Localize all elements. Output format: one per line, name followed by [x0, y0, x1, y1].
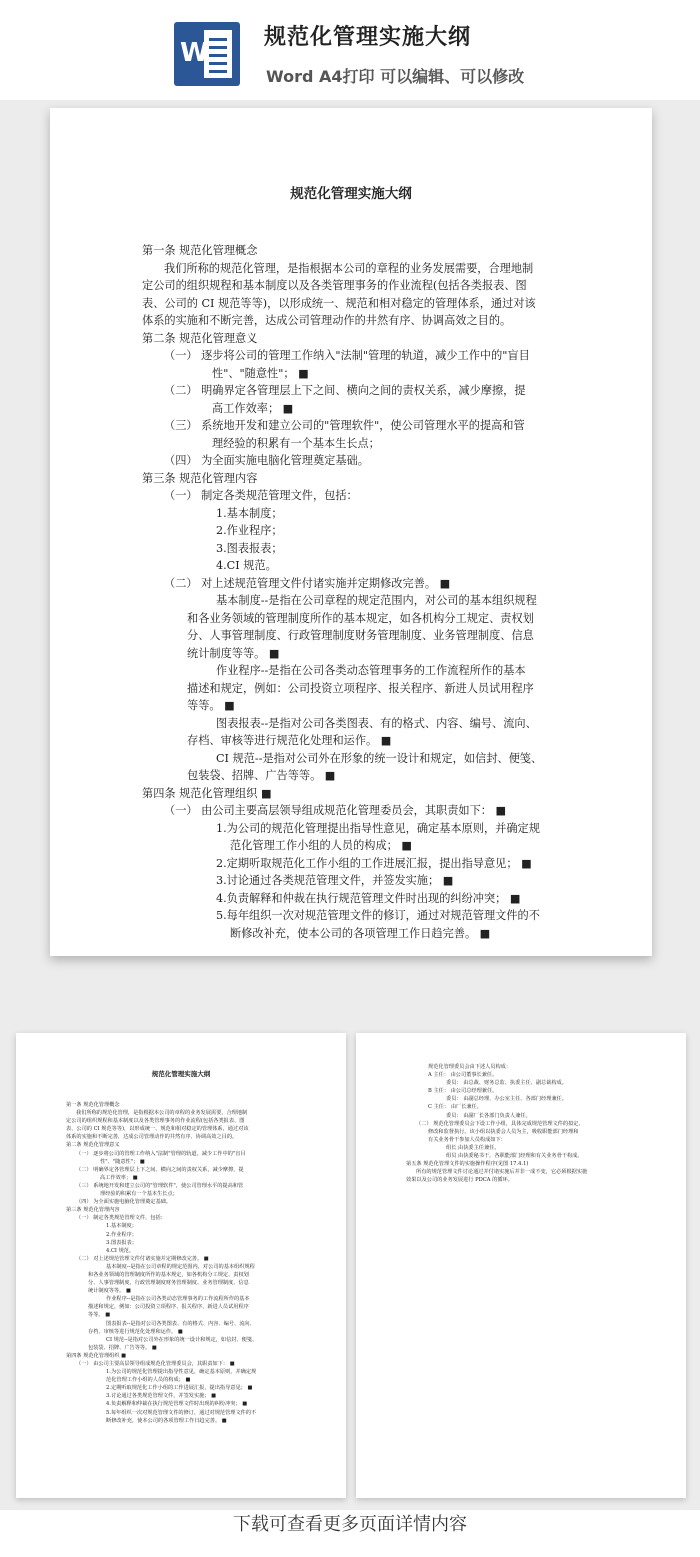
- thumbnail-area: [0, 980, 700, 1510]
- text-line: 和各业务领域的管理制度所作的基本规定，如各机构分工规定、责权划: [88, 1271, 249, 1278]
- text-line: 第二条 规范化管理意义: [142, 331, 258, 345]
- text-line: 第三条 规范化管理内容: [142, 471, 258, 485]
- thumbnail-body: [66, 1101, 306, 1425]
- text-line: A 主任： 由公司董事长兼任。: [428, 1072, 498, 1079]
- text-line: 表、公司的 CI 规范等等)，以形成统一、规范和相对稳定的管理体系，通过对该: [142, 296, 536, 310]
- text-line: 4.负责解释和仲裁在执行规范管理文件时出现的纠纷冲突； ■: [106, 1401, 248, 1408]
- text-line: 基本制度--是指在公司章程的规定范围内，对公司的基本组织规程: [216, 594, 537, 607]
- text-line: 第四条 规范化管理组织 ■: [66, 1352, 127, 1359]
- text-line: 1.基本制度；: [216, 506, 283, 520]
- text-line: 第一条 规范化管理概念: [142, 244, 258, 257]
- text-line: CI 规范--是指对公司外在形象的统一设计和规定，如信封、便笺、: [216, 751, 543, 765]
- text-line: 分、人事管理制度、行政管理制度财务管理制度、业务管理制度、信息: [88, 1280, 249, 1287]
- document-page-preview[interactable]: [50, 108, 652, 956]
- text-line: 我们所称的规范化管理，是指根据本公司的章程的业务发展需要，合理地制: [164, 261, 534, 275]
- text-line: （一） 制定各类规范管理文件，包括：: [164, 489, 358, 502]
- text-line: 统计制度等等。 ■: [187, 646, 280, 660]
- text-line: 1.基本制度；: [106, 1223, 137, 1230]
- text-line: 定公司的组织规程和基本制度以及各类管理事务的作业流程(包括各类报表、图: [142, 279, 527, 292]
- text-line: （二） 明确界定各管理层上下之间、横向之间的责权关系，减少摩擦，提: [76, 1166, 244, 1173]
- text-line: 2.定期听取规范化工作小组的工作进展汇报，提出指导意见； ■: [216, 856, 532, 870]
- text-line: 组长 由执委主任兼任。: [446, 1144, 500, 1151]
- text-line: 第五条 规范化管理文件的实施操作程序(见图 17.4.1): [406, 1161, 529, 1168]
- text-line: （一） 逐步将公司的管理工作纳入"法制"管理的轨道，减少工作中的"盲目: [76, 1150, 246, 1157]
- text-line: 4.CI 规范。: [216, 559, 277, 572]
- header-subtitle: Word A4打印 可以编辑、可以修改: [266, 67, 525, 86]
- text-line: 效果以及公司的业务发展进行 PDCA 的循环。: [406, 1177, 513, 1184]
- text-line: 表、公司的 CI 规范等等)，以形成统一、规范和相对稳定的管理体系，通过对该: [66, 1126, 249, 1133]
- text-line: 1.为公司的规范化管理提出指导性意见，确定基本原则，并确定规: [106, 1369, 257, 1376]
- text-line: 高工作效率； ■: [212, 401, 294, 415]
- text-line: （二） 对上述规范管理文件付诸实施并定期修改完善。 ■: [164, 576, 451, 590]
- text-line: （二） 规范化管理委员会下设工作小组，具体完成规范管理文件的拟定、: [416, 1120, 584, 1127]
- text-line: 规范化管理委员会由下述人员构成：: [428, 1064, 512, 1070]
- text-line: 2.定期听取规范化工作小组的工作进展汇报，提出指导意见； ■: [106, 1385, 253, 1392]
- text-line: 断修改补充，使本公司的各项管理工作日趋完善。 ■: [230, 926, 491, 940]
- text-line: 3.讨论通过各类规范管理文件，并签发实施； ■: [106, 1393, 217, 1400]
- text-line: 定公司的组织规程和基本制度以及各类管理事务的作业流程(包括各类报表、图: [66, 1118, 245, 1125]
- text-line: 体系的实施和不断完善，达成公司管理动作的井然有序、协调高效之目的。: [142, 314, 512, 327]
- document-title: 规范化管理实施大纲: [290, 186, 412, 202]
- text-line: （三） 系统地开发和建立公司的"管理软件"，使公司管理水平的提高和管: [164, 419, 525, 432]
- text-line: 范化管理工作小组的人员的构成； ■: [106, 1377, 191, 1384]
- text-line: 存档、审核等进行规范化处理和运作。 ■: [88, 1328, 183, 1335]
- text-line: 等等。 ■: [88, 1312, 111, 1319]
- document-body: [142, 242, 562, 942]
- text-line: 包装袋、招牌、广告等等。 ■: [187, 769, 336, 782]
- text-line: 等等。 ■: [187, 699, 235, 712]
- text-line: 理经验的积累有一个基本生长点；: [212, 436, 380, 450]
- text-line: 范化管理工作小组的人员的构成； ■: [230, 839, 412, 852]
- text-line: 4.负责解释和仲裁在执行规范管理文件时出现的纠纷冲突； ■: [216, 891, 521, 905]
- text-line: 作业程序--是指在公司各类动态管理事务的工作流程所作的基本: [106, 1296, 250, 1303]
- footer-text: 下载可查看更多页面详情内容: [0, 1510, 700, 1557]
- text-line: 第三条 规范化管理内容: [66, 1207, 120, 1214]
- text-line: 3.图表报表；: [106, 1239, 137, 1246]
- text-line: （二） 明确界定各管理层上下之间、横向之间的责权关系，减少摩擦，提: [164, 384, 526, 397]
- text-line: 高工作效率； ■: [100, 1174, 138, 1181]
- text-line: 3.图表报表；: [216, 541, 283, 555]
- word-document-icon: [174, 22, 240, 86]
- text-line: 我们所称的规范化管理，是指根据本公司的章程的业务发展需要，合理地制: [76, 1110, 248, 1117]
- text-line: 作业程序--是指在公司各类动态管理事务的工作流程所作的基本: [216, 664, 526, 677]
- text-line: 图表报表--是指对公司各类图表、有的格式、内容、编号、流向、: [216, 716, 537, 730]
- text-line: （二） 对上述规范管理文件付诸实施并定期修改完善。 ■: [76, 1255, 209, 1262]
- text-line: 委员： 由总裁、财务总监、执委主任、副总裁构成。: [446, 1080, 567, 1087]
- text-line: 5.每年组织一次对规范管理文件的修订，通过对规范管理文件的不: [106, 1409, 257, 1416]
- text-line: 性"、"随意性"； ■: [212, 366, 309, 380]
- text-line: 存档、审核等进行规范化处理和运作。 ■: [187, 734, 392, 747]
- main-preview-area: [0, 100, 700, 980]
- text-line: 体系的实施和不断完善，达成公司管理动作的井然有序、协调高效之目的。: [66, 1134, 238, 1141]
- text-line: 第四条 规范化管理组织 ■: [142, 786, 272, 800]
- text-line: 委员： 由副厂长各部门负责人兼任。: [446, 1112, 531, 1119]
- header: [0, 0, 700, 100]
- text-line: 第二条 规范化管理意义: [66, 1142, 120, 1149]
- text-line: 2.作业程序；: [106, 1231, 137, 1238]
- text-line: （一） 制定各类规范管理文件，包括：: [76, 1215, 166, 1222]
- text-line: 图表报表--是指对公司各类图表、有的格式、内容、编号、流向、: [106, 1320, 255, 1327]
- text-line: （三） 系统地开发和建立公司的"管理软件"，使公司管理水平的提高和管: [76, 1182, 244, 1189]
- text-line: B 主任： 由公司总经理兼任。: [428, 1088, 498, 1095]
- page-thumbnail-2[interactable]: [356, 1033, 686, 1498]
- text-line: 委员： 由副总经理、办公室主任、各部门经理兼任。: [446, 1096, 567, 1103]
- text-line: 描述和规定，例如：公司投资立项程序、报关程序、新进人员试用程序: [187, 681, 534, 695]
- text-line: 2.作业程序；: [216, 524, 283, 537]
- text-line: 修改和监督执行。该小组以执委会人员为主，吸收职能部门经理和: [428, 1128, 579, 1135]
- text-line: 断修改补充，使本公司的各项管理工作日趋完善。 ■: [106, 1417, 227, 1424]
- header-title: 规范化管理实施大纲: [264, 25, 472, 50]
- thumbnail-title: 规范化管理实施大纲: [151, 1070, 211, 1078]
- text-line: 包装袋、招牌、广告等等。 ■: [88, 1344, 157, 1351]
- text-line: 和各业务领域的管理制度所作的基本规定，如各机构分工规定、责权划: [187, 611, 534, 625]
- page-thumbnail-1[interactable]: [16, 1033, 346, 1498]
- text-line: （一） 由公司主要高层领导组成规范化管理委员会，其职责如下： ■: [164, 804, 507, 817]
- text-line: 所有的规范管理文件讨论通过并付诸实施后并非一成不变，它必须根据实施: [416, 1169, 588, 1176]
- text-line: 4.CI 规范。: [106, 1247, 135, 1254]
- text-line: 1.为公司的规范化管理提出指导性意见，确定基本原则，并确定规: [216, 821, 540, 835]
- text-line: 基本制度--是指在公司章程的规定范围内，对公司的基本组织规程: [106, 1263, 255, 1270]
- text-line: （四） 为全面实施电脑化管理奠定基础。: [76, 1199, 172, 1206]
- text-line: 有关业务骨干参加人员构成如下：: [428, 1136, 506, 1143]
- text-line: C 主任： 由厂长兼任。: [428, 1104, 482, 1111]
- text-line: 第一条 规范化管理概念: [66, 1102, 120, 1108]
- text-line: 统计制度等等。 ■: [88, 1288, 131, 1295]
- text-line: 组员 由执委秘书干，各职能部门经理和有关业务骨干构成。: [446, 1153, 583, 1160]
- text-line: （一） 逐步将公司的管理工作纳入"法制"管理的轨道，减少工作中的"盲目: [164, 349, 530, 362]
- thumbnail-body: [406, 1063, 646, 1184]
- text-line: 分、人事管理制度、行政管理制度财务管理制度、业务管理制度、信息: [187, 629, 534, 642]
- text-line: （一） 由公司主要高层领导组成规范化管理委员会，其职责如下： ■: [76, 1361, 235, 1367]
- word-icon-letter: W: [180, 38, 209, 68]
- text-line: （四） 为全面实施电脑化管理奠定基础。: [164, 454, 369, 467]
- text-line: 描述和规定，例如：公司投资立项程序、报关程序、新进人员试用程序: [88, 1304, 249, 1311]
- text-line: CI 规范--是指对公司外在形象的统一设计和规定，如信封、便笺、: [106, 1336, 258, 1343]
- text-line: 5.每年组织一次对规范管理文件的修订，通过对规范管理文件的不: [216, 909, 540, 922]
- text-line: 性"、"随意性"； ■: [100, 1158, 145, 1165]
- text-line: 理经验的积累有一个基本生长点；: [100, 1191, 178, 1198]
- text-line: 3.讨论通过各类规范管理文件，并签发实施； ■: [216, 874, 454, 887]
